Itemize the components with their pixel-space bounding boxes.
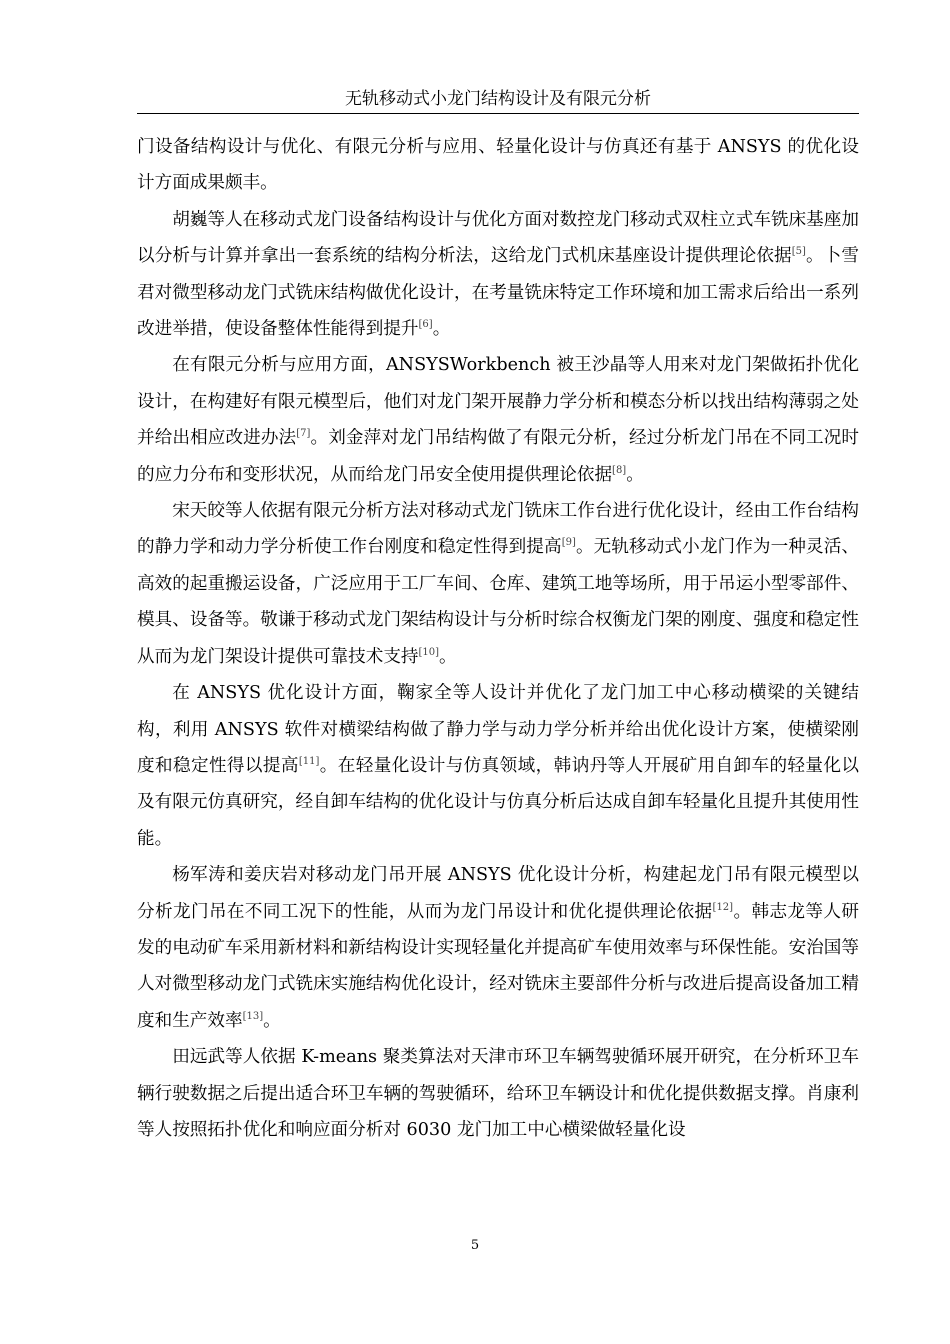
paragraph-text: 在有限元分析与应用方面，ANSYSWorkbench 被王沙晶等人用来对龙门架做拓扑优化设计，在构建好有限元模型后，他们对龙门架开展静力学分析和模态分析以找出结构薄弱之处并给出相应改进办法 <box>137 355 859 449</box>
paragraph-text: 。 <box>432 319 451 340</box>
header-rule <box>137 113 859 114</box>
citation-marker: [12] <box>712 901 734 913</box>
paragraph-text: 。 <box>263 1010 281 1031</box>
paragraph-text: 胡巍等人在移动式龙门设备结构设计与优化方面对数控龙门移动式双柱立式车铣床基座加以分析与计算并拿出一套系统的结构分析法，这给龙门式机床基座设计提供理论依据 <box>137 209 859 267</box>
running-header: 无轨移动式小龙门结构设计及有限元分析 <box>345 89 651 109</box>
citation-marker: [13] <box>242 1010 264 1022</box>
paragraph-text: 。在轻量化设计与仿真领域，韩讷丹等人开展矿用自卸车的轻量化以及有限元仿真研究，经自卸车结构的优化设计与仿真分析后达成自卸车轻量化且提升其使用性能。 <box>137 755 859 849</box>
paragraph-text: 田远武等人依据 K-means 聚类算法对天津市环卫车辆驾驶循环展开研究，在分析环卫车辆行驶数据之后提出适合环卫车辆的驾驶循环，给环卫车辆设计和优化提供数据支撑。肖康利等人按照拓扑优化和响应面分析对 6030 龙门加工中心横梁做轻量化设 <box>137 1047 859 1140</box>
paragraph-text: 门设备结构设计与优化、有限元分析与应用、轻量化设计与仿真还有基于 ANSYS 的优化设计方面成果颇丰。 <box>137 137 859 194</box>
paragraph-text: 。 <box>626 464 644 485</box>
citation-marker: [9] <box>561 537 576 549</box>
citation-marker: [10] <box>418 646 440 658</box>
paragraph-text: 。韩志龙等人研发的电动矿车采用新材料和新结构设计实现轻量化并提高矿车使用效率与环保性能。安治国等人对微型移动龙门式铣床实施结构优化设计，经对铣床主要部件分析与改进后提高设备加工精度和生产效率 <box>137 901 859 1031</box>
citation-marker: [6] <box>418 319 433 331</box>
paragraph-text: 。刘金萍对龙门吊结构做了有限元分析，经过分析龙门吊在不同工况时的应力分布和变形状况，从而给龙门吊安全使用提供理论依据 <box>137 428 859 485</box>
paragraph-text: 杨军涛和姜庆岩对移动龙门吊开展 ANSYS 优化设计分析，构建起龙门吊有限元模型以分析龙门吊在不同工况下的性能，从而为龙门吊设计和优化提供理论依据 <box>137 865 859 922</box>
paragraph <box>137 857 859 1039</box>
paragraph-text: 。 <box>439 646 457 667</box>
paragraph <box>137 1039 859 1148</box>
citation-marker: [8] <box>612 464 627 476</box>
paragraph <box>137 675 859 857</box>
paragraph <box>137 347 859 493</box>
citation-marker: [5] <box>791 246 806 258</box>
citation-marker: [7] <box>296 428 311 440</box>
page-number: 5 <box>470 1238 480 1253</box>
paragraph <box>137 129 859 202</box>
paragraph-text: 在 ANSYS 优化设计方面，鞠家全等人设计并优化了龙门加工中心移动横梁的关键结构，利用 ANSYS 软件对横梁结构做了静力学与动力学分析并给出优化设计方案，使横梁刚度和稳定性得以提高 <box>137 683 859 776</box>
citation-marker: [11] <box>298 755 320 767</box>
paragraph-text: 。无轨移动式小龙门作为一种灵活、高效的起重搬运设备，广泛应用于工厂车间、仓库、建筑工地等场所，用于吊运小型零部件、模具、设备等。敬谦于移动式龙门架结构设计与分析时综合权衡龙门架的刚度、强度和稳定性从而为龙门架设计提供可靠技术支持 <box>137 537 859 667</box>
paragraph <box>137 202 859 348</box>
paragraph <box>137 493 859 675</box>
paragraph-text: 宋天皎等人依据有限元分析方法对移动式龙门铣床工作台进行优化设计，经由工作台结构的静力学和动力学分析使工作台刚度和稳定性得到提高 <box>137 501 859 558</box>
body-text <box>137 129 859 1148</box>
paragraph-text: 。卜雪君对微型移动龙门式铣床结构做优化设计，在考量铣床特定工作环境和加工需求后给出一系列改进举措，使设备整体性能得到提升 <box>137 246 859 340</box>
